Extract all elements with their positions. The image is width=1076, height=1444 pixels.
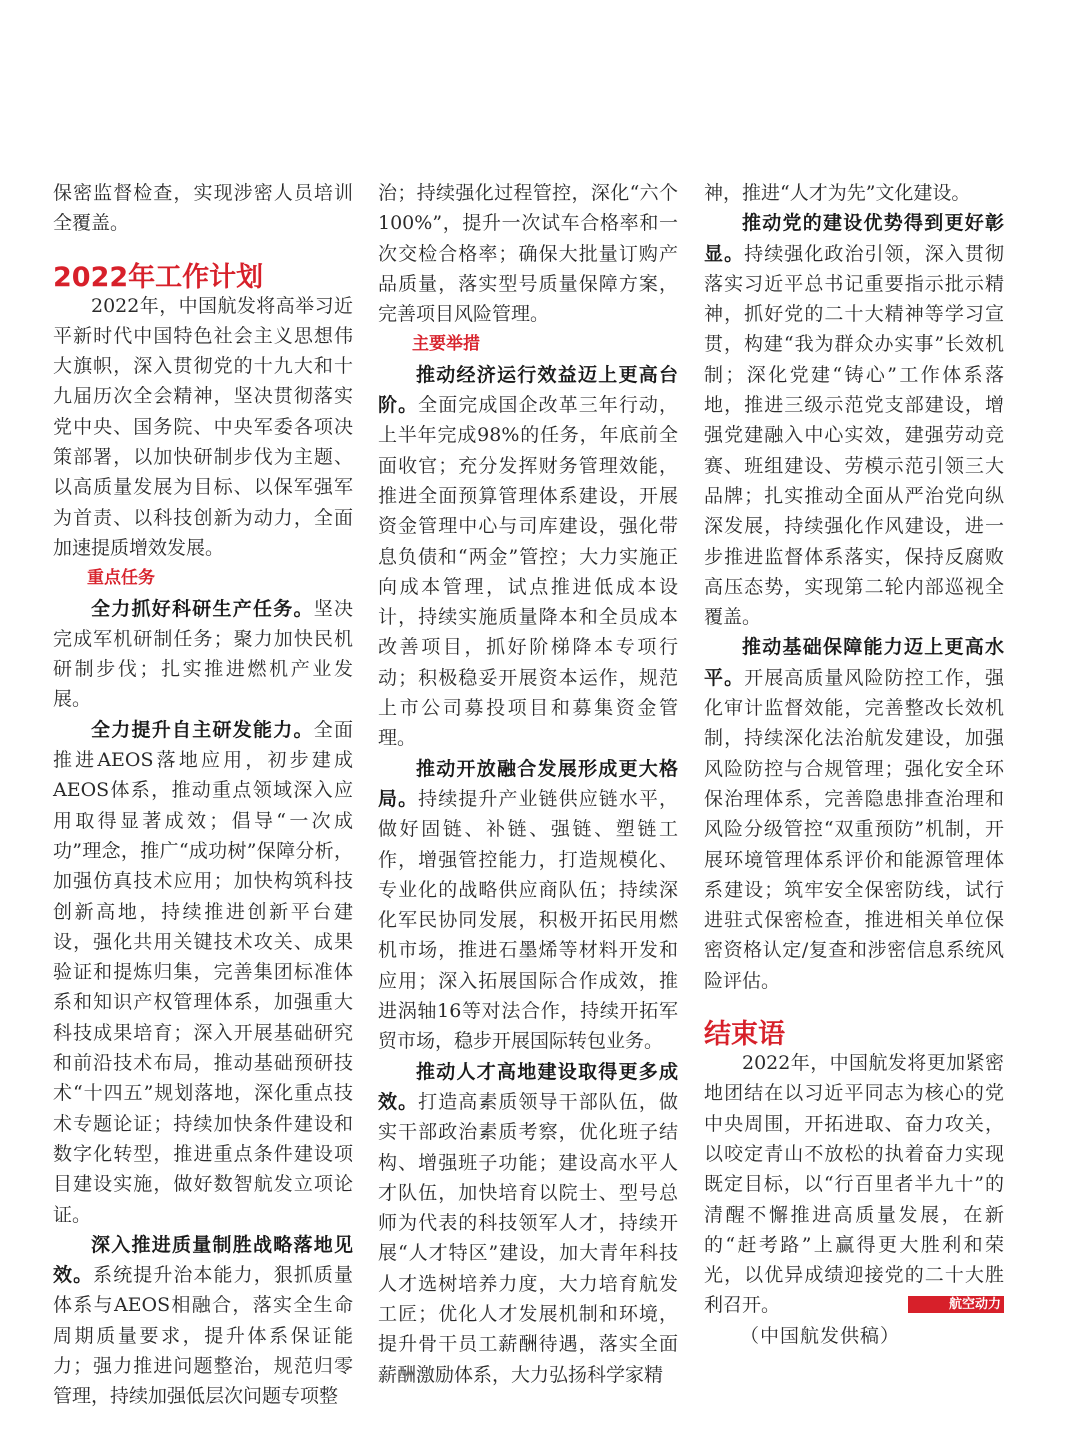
task-paragraph-3 bbox=[53, 1230, 353, 1412]
measure-paragraph-4 bbox=[704, 208, 1004, 632]
measure-5-lead: 推动基础保障能力迈上更高水平。 bbox=[704, 636, 1004, 689]
measure-2-lead: 推动开放融合发展形成更大格局。 bbox=[378, 757, 678, 810]
section-heading-2022-plan: 2022年工作计划 bbox=[53, 261, 264, 293]
magazine-logo: 航空动力 bbox=[908, 1296, 1004, 1313]
conclusion-paragraph bbox=[704, 1048, 1004, 1321]
measure-1-lead: 推动经济运行效益迈上更高台阶。 bbox=[378, 363, 678, 417]
source-credit: （中国航发供稿） bbox=[740, 1324, 901, 1347]
plan-intro-paragraph: 2022年，中国航发将高举习近平新时代中国特色社会主义思想伟大旗帜，深入贯彻党的十九大和十九届历次全会精神，坚决贯彻落实党中央、国务院、中央军委各项决策部署，以加快研制步伐为主题、以高质量发展为目标、以保军强军为首责、以科技创新为动力，全面加速提质增效发展。 bbox=[53, 294, 353, 559]
task-1-lead: 全力抓好科研生产任务。 bbox=[91, 597, 314, 620]
conclusion-text: 2022年，中国航发将更加紧密地团结在以习近平同志为核心的党中央周围，开拓进取、奋力攻关，以咬定青山不放松的执着奋力实现既定目标，以“行百里者半九十”的清醒不懈推进高质量发展，在新的“赶考路”上赢得更大胜利和荣光，以优异成绩迎接党的二十大胜利召开。 bbox=[704, 1052, 1004, 1317]
task-2-text: 全面推进AEOS落地应用，初步建成AEOS体系，推动重点领域深入应用取得显著成效；倡导“一次成功”理念，推广“成功树”保障分析，加强仿真技术应用；加快构筑科技创新高地，持续推进创新平台建设，强化共用关键技术攻关、成果验证和提炼归集，完善集团标准体系和知识产权管理体系，加强重大科技成果培育；深入开展基础研究和前沿技术布局，推动基础预研技术“十四五”规划落地，深化重点技术专题论证；持续加快条件建设和数字化转型，推进重点条件建设项目建设实施，做好数智航发立项论证。 bbox=[53, 718, 353, 1226]
intro-paragraph: 保密监督检查，实现涉密人员培训全覆盖。 bbox=[53, 182, 353, 235]
subheading-key-tasks: 重点任务 bbox=[87, 568, 155, 589]
measure-3-text: 打造高素质领导干部队伍，做实干部政治素质考察，优化班子结构、增强班子功能；建设高水平人才队伍，加快培育以院士、型号总师为代表的科技领军人才，持续开展“人才特区”建设，加大青年科技人才选树培养力度，大力培育航发工匠；优化人才发展机制和环境，提升骨干员工薪酬待遇，落实全面薪酬激励体系，大力弘扬科学家精 bbox=[378, 1090, 678, 1386]
task-3-text: 系统提升治本能力，狠抓质量体系与AEOS相融合，落实全生命周期质量要求，提升体系保证能力；强力推进问题整治，规范归零管理，持续加强低层次问题专项整 bbox=[53, 1264, 353, 1408]
measure-1-text: 全面完成国企改革三年行动，上半年完成98%的任务，年底前全面收官；充分发挥财务管理效能，推进全面预算管理体系建设，开展资金管理中心与司库建设，强化带息负债和“两金”管控；大力实施正向成本管理，试点推进低成本设计，持续实施质量降本和全员成本改善项目，抓好阶梯降本专项行动；积极稳妥开展资本运作，规范上市公司募投项目和募集资金管理。 bbox=[378, 394, 678, 750]
measure-5-text: 开展高质量风险防控工作，强化审计监督效能，完善整改长效机制，持续深化法治航发建设，加强风险防控与合规管理；强化安全环保治理体系，完善隐患排查治理和风险分级管控“双重预防”机制，开展环境管理体系评价和能源管理体系建设；筑牢安全保密防线，试行进驻式保密检查，推进相关单位保密资格认定/复查和涉密信息系统风险评估。 bbox=[704, 666, 1004, 992]
measure-4-lead: 推动党的建设优势得到更好彰显。 bbox=[704, 212, 1004, 265]
measure-paragraph-1 bbox=[378, 360, 678, 754]
measure-paragraph-3 bbox=[378, 1057, 678, 1390]
measure-paragraph-2 bbox=[378, 754, 678, 1057]
measure-4-text: 持续强化政治引领，深入贯彻落实习近平总书记重要指示批示精神，抓好党的二十大精神等学习宣贯，构建“我为群众办实事”长效机制；深化党建“铸心”工作体系落地，推进三级示范党支部建设，增强党建融入中心实效，建强劳动竞赛、班组建设、劳模示范引领三大品牌；扎实推动全面从严治党向纵深发展，持续强化作风建设，进一步推进监督体系落实，保持反腐败高压态势，实现第二轮内部巡视全覆盖。 bbox=[704, 242, 1004, 629]
task-paragraph-2 bbox=[53, 715, 353, 1230]
column-1 bbox=[53, 178, 353, 1412]
measure-2-text: 持续提升产业链供应链水平，做好固链、补链、强链、塑链工作，增强管控能力，打造规模化、专业化的战略供应商队伍；持续深化军民协同发展，积极开拓民用燃机市场，推进石墨烯等材料开发和应用；深入拓展国际合作成效，推进涡轴16等对法合作，持续开拓军贸市场，稳步开展国际转包业务。 bbox=[378, 787, 678, 1053]
task-2-lead: 全力提升自主研发能力。 bbox=[91, 718, 314, 741]
continued-paragraph: 治；持续强化过程管控，深化“六个100%”，提升一次试车合格率和一次交检合格率；确保大批量订购产品质量，落实型号质量保障方案，完善项目风险管理。 bbox=[378, 182, 678, 326]
measure-3-lead: 推动人才高地建设取得更多成效。 bbox=[378, 1060, 678, 1113]
section-heading-conclusion: 结束语 bbox=[704, 1019, 785, 1051]
task-1-text: 坚决完成军机研制任务；聚力加快民机研制步伐；扎实推进燃机产业发展。 bbox=[53, 597, 353, 711]
continued-paragraph: 神，推进“人才为先”文化建设。 bbox=[704, 182, 971, 204]
task-3-lead: 深入推进质量制胜战略落地见效。 bbox=[53, 1233, 353, 1287]
subheading-main-measures: 主要举措 bbox=[412, 334, 480, 355]
column-2 bbox=[378, 178, 678, 1390]
measure-paragraph-5 bbox=[704, 632, 1004, 996]
column-3 bbox=[704, 178, 1004, 1351]
task-paragraph-1 bbox=[53, 594, 353, 715]
